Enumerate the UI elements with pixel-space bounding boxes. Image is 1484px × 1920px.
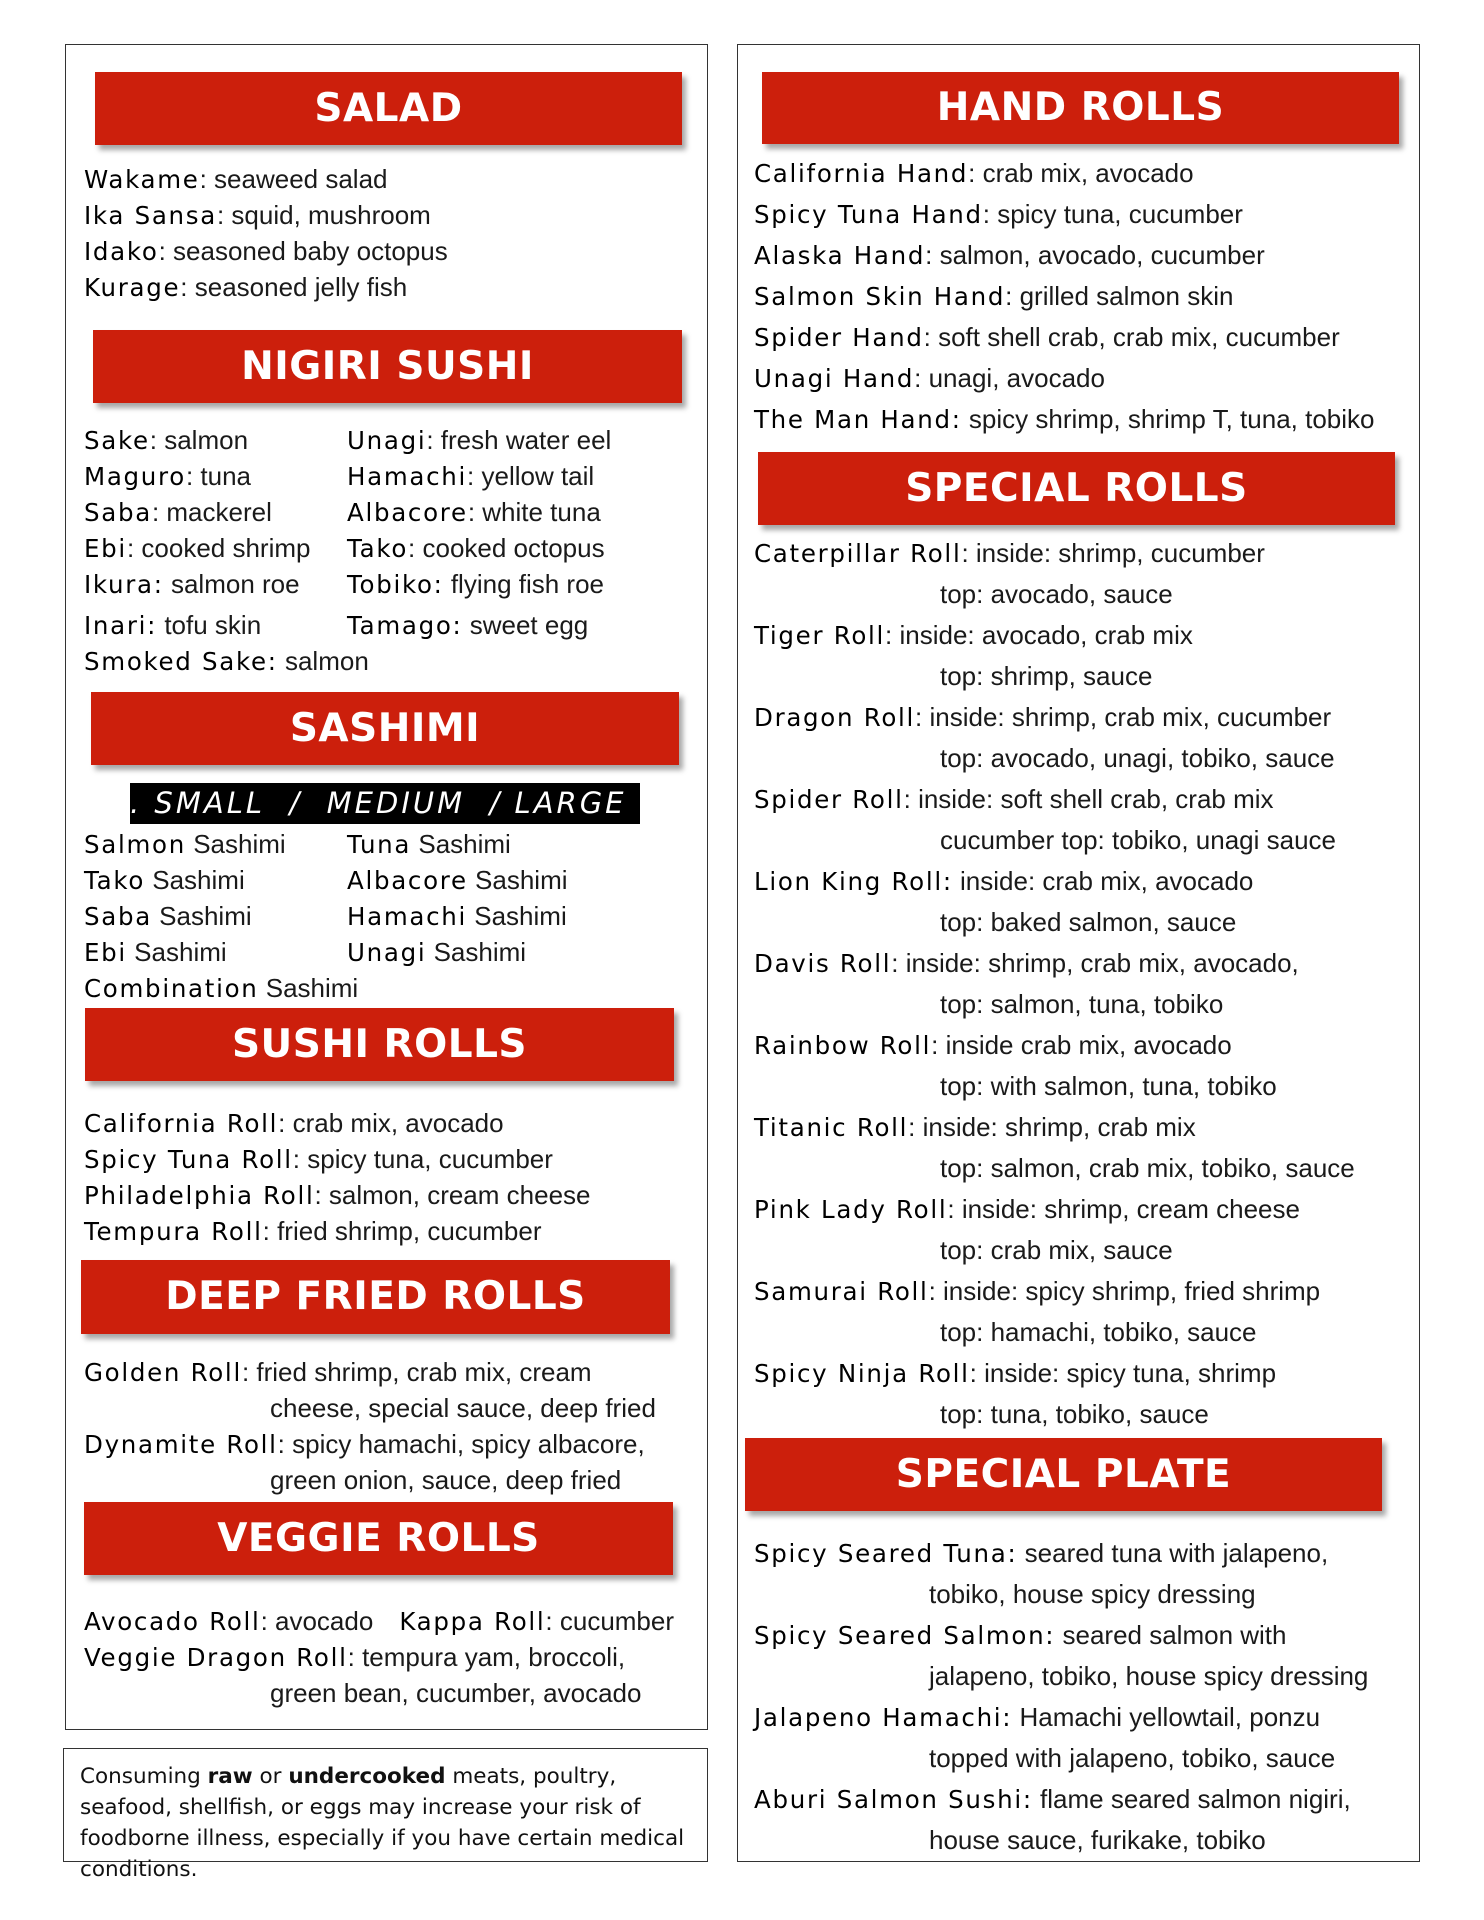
item-continuation: [754, 1314, 1355, 1355]
item-desc: Sashimi: [126, 937, 227, 967]
item-name: Pink Lady Roll: [754, 1195, 948, 1224]
item-name: Inari:: [84, 611, 158, 640]
menu-item: [84, 826, 358, 862]
deep-fried-rolls-header: DEEP FRIED ROLLS: [81, 1260, 670, 1334]
item-desc: : salmon, cream cheese: [314, 1180, 591, 1210]
item-desc: : spicy tuna, cucumber: [292, 1144, 553, 1174]
menu-item: [754, 319, 1375, 360]
item-desc: top: hamachi, tobiko, sauce: [940, 1317, 1257, 1347]
item-name: Ebi: [84, 938, 127, 967]
menu-item: [84, 197, 448, 233]
menu-item: [347, 826, 568, 862]
menu-item: [754, 1699, 1368, 1740]
menu-item: [754, 863, 1355, 904]
menu-item: [347, 566, 611, 607]
menu-item: [754, 1355, 1355, 1396]
notice-raw: raw: [207, 1764, 253, 1789]
item-desc: Sashimi: [151, 901, 252, 931]
item-desc: salmon roe: [163, 569, 300, 599]
menu-item: [754, 1535, 1368, 1576]
item-desc: : mackerel: [151, 497, 272, 527]
item-name: Spicy Ninja Roll: [754, 1359, 970, 1388]
item-name: Spicy Seared Tuna:: [754, 1539, 1018, 1568]
item-name: Tempura Roll: [84, 1217, 263, 1246]
item-name: California Hand: [754, 159, 969, 188]
item-desc: : avocado: [260, 1606, 374, 1636]
item-name: Kurage: [84, 273, 181, 302]
menu-item: [754, 360, 1375, 401]
hand-rolls-header: HAND ROLLS: [762, 72, 1399, 144]
item-name: Spicy Tuna Roll: [84, 1145, 293, 1174]
veggie-rolls-header: VEGGIE ROLLS: [84, 1502, 673, 1575]
item-desc: : spicy tuna, cucumber: [982, 199, 1243, 229]
item-desc: Sashimi: [411, 829, 511, 859]
item-desc: top: avocado, sauce: [940, 579, 1173, 609]
item-desc: Sashimi: [426, 937, 527, 967]
sushi-rolls-header: SUSHI ROLLS: [85, 1008, 674, 1081]
item-desc: salmon: [277, 646, 369, 676]
item-name: Unagi: [347, 426, 427, 455]
item-name: Unagi: [347, 938, 427, 967]
item-desc: inside: crab mix, avocado: [952, 866, 1254, 896]
item-name: Tamago:: [347, 611, 463, 640]
menu-item: [84, 161, 448, 197]
item-desc: green onion, sauce, deep fried: [270, 1465, 622, 1495]
item-desc: : inside: shrimp, cucumber: [961, 538, 1265, 568]
item-continuation: [754, 1822, 1368, 1863]
item-name: Tako: [84, 866, 146, 895]
sushi-rolls-list: [84, 1105, 591, 1249]
item-name: Ikura:: [84, 570, 164, 599]
sashimi-header: SASHIMI: [91, 692, 679, 765]
item-desc: : unagi, avocado: [914, 363, 1105, 393]
menu-item: [84, 566, 369, 607]
item-name: Ebi: [84, 534, 127, 563]
item-desc: : inside: shrimp, cream cheese: [947, 1194, 1300, 1224]
size-options-bar: . SMALL / MEDIUM / LARGE .: [130, 783, 640, 824]
menu-item: [84, 422, 369, 458]
item-continuation: [754, 576, 1355, 617]
menu-item: [347, 530, 611, 566]
item-name: Sake: [84, 426, 150, 455]
menu-item: [754, 617, 1355, 658]
item-desc: : cucumber: [545, 1606, 675, 1636]
item-desc: : tuna: [185, 461, 252, 491]
item-name: Salmon Skin Hand: [754, 282, 1006, 311]
menu-item: [84, 1639, 674, 1675]
item-name: Aburi Salmon Sushi:: [754, 1785, 1033, 1814]
item-desc: : squid, mushroom: [216, 200, 431, 230]
item-desc: : grilled salmon skin: [1005, 281, 1234, 311]
item-desc: : crab mix, avocado: [968, 158, 1194, 188]
menu-item: [754, 155, 1375, 196]
nigiri-sushi-header: NIGIRI SUSHI: [93, 330, 682, 403]
menu-item: [84, 862, 358, 898]
item-name: Wakame: [84, 165, 200, 194]
item-desc: Hamachi yellowtail, ponzu: [1012, 1702, 1321, 1732]
food-safety-notice: [63, 1748, 708, 1882]
menu-item: [347, 898, 568, 934]
item-desc: : white tuna: [467, 497, 601, 527]
item-desc: green bean, cucumber, avocado: [270, 1678, 642, 1708]
item-desc: : salmon, avocado, cucumber: [925, 240, 1265, 270]
item-desc: : crab mix, avocado: [278, 1108, 504, 1138]
menu-item: [754, 196, 1375, 237]
item-desc: cucumber top: tobiko, unagi sauce: [940, 825, 1337, 855]
item-desc: Sashimi: [467, 865, 568, 895]
item-continuation: [84, 1675, 674, 1711]
item-continuation: [754, 1576, 1368, 1617]
item-name: Albacore: [347, 498, 468, 527]
item-name: Smoked Sake:: [84, 647, 278, 676]
item-continuation: [754, 986, 1355, 1027]
menu-item: [754, 699, 1355, 740]
menu-item: [84, 970, 358, 1006]
menu-item: [84, 934, 358, 970]
menu-item: [347, 458, 611, 494]
item-name: Jalapeno Hamachi:: [754, 1703, 1013, 1732]
item-name: Spicy Seared Salmon:: [754, 1621, 1056, 1650]
item-desc: : inside: spicy shrimp, fried shrimp: [928, 1276, 1321, 1306]
menu-item: [84, 494, 369, 530]
menu-item: [84, 1354, 656, 1390]
item-desc: top: baked salmon, sauce: [940, 907, 1237, 937]
item-continuation: [84, 1462, 656, 1498]
menu-item: [84, 1603, 674, 1639]
item-continuation: [754, 1068, 1355, 1109]
item-desc: : soft shell crab, crab mix, cucumber: [923, 322, 1340, 352]
item-desc: jalapeno, tobiko, house spicy dressing: [929, 1661, 1369, 1691]
menu-item: [754, 1273, 1355, 1314]
menu-item: [754, 1191, 1355, 1232]
menu-item: [347, 494, 611, 530]
menu-item: [84, 1213, 591, 1249]
item-name: Spider Hand: [754, 323, 924, 352]
item-name: Idako: [84, 237, 159, 266]
item-continuation: [754, 1740, 1368, 1781]
item-desc: : seaweed salad: [199, 164, 388, 194]
veggie-list: [84, 1603, 674, 1711]
deep-fried-list: [84, 1354, 656, 1498]
item-desc: top: salmon, tuna, tobiko: [940, 989, 1224, 1019]
item-continuation: [754, 1150, 1355, 1191]
item-desc: : seasoned jelly fish: [180, 272, 408, 302]
item-desc: : inside: shrimp, crab mix: [908, 1112, 1196, 1142]
item-name: California Roll: [84, 1109, 279, 1138]
item-name: Salmon: [84, 830, 186, 859]
menu-item: [84, 1105, 591, 1141]
item-name: Albacore: [347, 866, 468, 895]
item-name: Philadelphia Roll: [84, 1181, 315, 1210]
item-desc: : cooked octopus: [408, 533, 605, 563]
item-continuation: [754, 1396, 1355, 1437]
item-desc: spicy shrimp, shrimp T, tuna, tobiko: [961, 404, 1375, 434]
item-name: Spider Roll: [754, 785, 904, 814]
item-desc: top: shrimp, sauce: [940, 661, 1153, 691]
menu-item: [754, 781, 1355, 822]
item-desc: : fried shrimp, crab mix, cream: [241, 1357, 592, 1387]
item-desc: : inside: shrimp, crab mix, cucumber: [915, 702, 1332, 732]
item-continuation: [754, 904, 1355, 945]
item-name: Hamachi: [347, 902, 468, 931]
menu-item: [84, 607, 369, 643]
hand-rolls-list: [754, 155, 1375, 442]
item-continuation: [84, 1390, 656, 1426]
item-desc: house sauce, furikake, tobiko: [929, 1825, 1266, 1855]
item-desc: Sashimi: [258, 973, 359, 1003]
item-desc: Sashimi: [145, 865, 245, 895]
item-desc: sweet egg: [462, 610, 589, 640]
item-continuation: [754, 1232, 1355, 1273]
item-desc: top: salmon, crab mix, tobiko, sauce: [940, 1153, 1355, 1183]
item-name: Kappa Roll: [399, 1607, 546, 1636]
item-desc: tobiko, house spicy dressing: [929, 1579, 1256, 1609]
item-desc: Sashimi: [185, 829, 286, 859]
item-desc: : inside: shrimp, crab mix, avocado,: [891, 948, 1299, 978]
menu-item: [84, 458, 369, 494]
menu-item: [754, 535, 1355, 576]
salad-list: [84, 161, 448, 305]
menu-item: [84, 1177, 591, 1213]
notice-text: Consuming: [80, 1764, 208, 1789]
item-name: Tiger Roll: [754, 621, 886, 650]
menu-item: [84, 233, 448, 269]
item-name: Dynamite Roll: [84, 1430, 278, 1459]
item-desc: flame seared salmon nigiri,: [1032, 1784, 1351, 1814]
item-continuation: [754, 658, 1355, 699]
item-name: Hamachi: [347, 462, 468, 491]
menu-item: [754, 237, 1375, 278]
sashimi-list-left: [84, 826, 358, 1006]
item-name: Caterpillar Roll: [754, 539, 962, 568]
menu-item: [347, 862, 568, 898]
menu-item: [84, 643, 369, 679]
menu-item: [347, 607, 611, 643]
menu-item: [84, 898, 358, 934]
notice-text: or: [252, 1764, 289, 1789]
menu-item: [347, 422, 611, 458]
item-desc: Sashimi: [467, 901, 567, 931]
item-desc: : yellow tail: [467, 461, 595, 491]
menu-item: [347, 934, 568, 970]
menu-item: [754, 401, 1375, 442]
item-desc: : spicy hamachi, spicy albacore,: [277, 1429, 645, 1459]
item-desc: seared tuna with jalapeno,: [1017, 1538, 1329, 1568]
menu-item: [754, 1027, 1355, 1068]
menu-item: [84, 1426, 656, 1462]
item-name: Saba: [84, 498, 152, 527]
item-desc: : inside: avocado, crab mix: [885, 620, 1193, 650]
item-name: Lion King Roll:: [754, 867, 953, 896]
item-name: Unagi Hand: [754, 364, 915, 393]
menu-item: [754, 1781, 1368, 1822]
item-name: The Man Hand:: [754, 405, 962, 434]
item-name: Saba: [84, 902, 152, 931]
item-name: Alaska Hand: [754, 241, 926, 270]
sashimi-list-right: [347, 826, 568, 970]
special-rolls-header: SPECIAL ROLLS: [758, 452, 1395, 525]
item-desc: : salmon: [149, 425, 249, 455]
item-desc: : inside: soft shell crab, crab mix: [903, 784, 1274, 814]
item-name: Tobiko:: [347, 570, 444, 599]
item-name: Combination: [84, 974, 259, 1003]
salad-header: SALAD: [95, 72, 682, 145]
item-desc: top: avocado, unagi, tobiko, sauce: [940, 743, 1335, 773]
menu-item: [754, 278, 1375, 319]
item-desc: topped with jalapeno, tobiko, sauce: [929, 1743, 1336, 1773]
item-desc: : seasoned baby octopus: [158, 236, 448, 266]
menu-item: [754, 1617, 1368, 1658]
item-name: Tako: [347, 534, 409, 563]
item-desc: flying fish roe: [443, 569, 605, 599]
item-continuation: [754, 822, 1355, 863]
item-name: Tuna: [347, 830, 412, 859]
menu-item: [84, 530, 369, 566]
item-desc: : tempura yam, broccoli,: [347, 1642, 626, 1672]
item-name: Ika Sansa: [84, 201, 217, 230]
item-desc: : fried shrimp, cucumber: [262, 1216, 542, 1246]
item-desc: : inside crab mix, avocado: [931, 1030, 1232, 1060]
item-name: Rainbow Roll: [754, 1031, 932, 1060]
item-desc: seared salmon with: [1055, 1620, 1287, 1650]
item-name: Titanic Roll: [754, 1113, 909, 1142]
item-name: Samurai Roll: [754, 1277, 929, 1306]
item-desc: tofu skin: [157, 610, 262, 640]
special-rolls-list: [754, 535, 1355, 1437]
item-name: Avocado Roll: [84, 1607, 261, 1636]
item-desc: : cooked shrimp: [126, 533, 311, 563]
item-continuation: [754, 1658, 1368, 1699]
item-name: Veggie Dragon Roll: [84, 1643, 348, 1672]
item-continuation: [754, 740, 1355, 781]
item-name: Spicy Tuna Hand: [754, 200, 983, 229]
notice-text: meats, poultry, seafood, shellfish, or eggs may increase your risk of foodborne illness, especially if you have certain medical conditions.: [80, 1764, 685, 1882]
special-plate-list: [754, 1535, 1368, 1863]
item-name: Golden Roll: [84, 1358, 242, 1387]
item-name: Dragon Roll: [754, 703, 916, 732]
menu-item: [84, 1141, 591, 1177]
menu-item: [754, 945, 1355, 986]
item-name: Davis Roll: [754, 949, 892, 978]
menu-item: [754, 1109, 1355, 1150]
menu-item: [84, 269, 448, 305]
item-desc: : inside: spicy tuna, shrimp: [969, 1358, 1277, 1388]
item-name: Maguro: [84, 462, 186, 491]
item-desc: top: tuna, tobiko, sauce: [940, 1399, 1209, 1429]
item-desc: cheese, special sauce, deep fried: [270, 1393, 656, 1423]
item-desc: : fresh water eel: [426, 425, 612, 455]
special-plate-header: SPECIAL PLATE: [745, 1438, 1382, 1511]
nigiri-list-left: [84, 422, 369, 679]
notice-undercooked: undercooked: [288, 1764, 446, 1789]
item-desc: top: crab mix, sauce: [940, 1235, 1173, 1265]
nigiri-list-right: [347, 422, 611, 643]
item-desc: top: with salmon, tuna, tobiko: [940, 1071, 1277, 1101]
